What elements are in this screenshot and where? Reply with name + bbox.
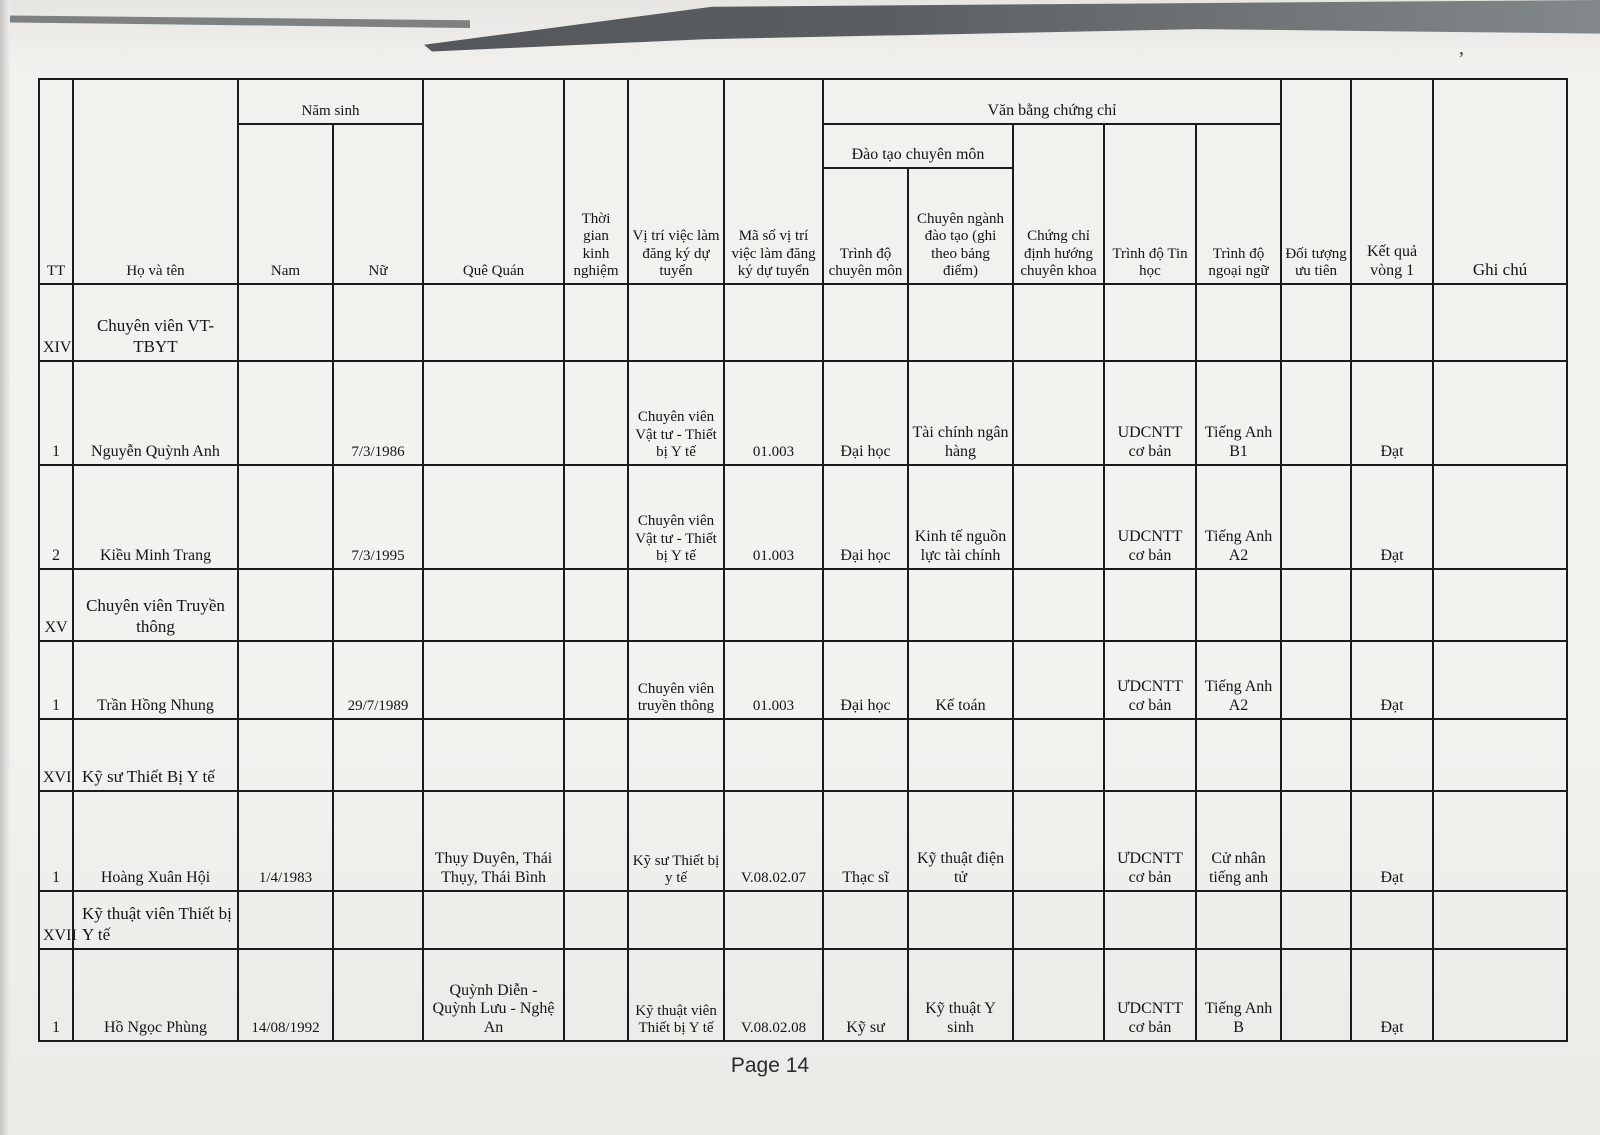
cell-tinhoc: UDCNTT cơ bản <box>1104 465 1196 569</box>
cell-chungchi <box>1013 465 1104 569</box>
header-training-group: Đào tạo chuyên môn <box>823 124 1013 168</box>
cell-nu: 7/3/1986 <box>333 361 423 465</box>
cell-que <box>423 891 564 949</box>
header-vitri: Vị trí việc làm đăng ký dự tuyển <box>628 79 724 284</box>
cell-nu: 29/7/1989 <box>333 641 423 719</box>
cell-trinhdo: Thạc sĩ <box>823 791 908 891</box>
cell-ghichu <box>1433 284 1567 361</box>
cell-trinhdo <box>823 284 908 361</box>
cell-nam <box>238 641 333 719</box>
cell-vitri <box>628 284 724 361</box>
cell-maso: 01.003 <box>724 641 823 719</box>
cell-chungchi <box>1013 641 1104 719</box>
cell-vitri: Chuyên viên Vật tư - Thiết bị Y tế <box>628 465 724 569</box>
cell-nu <box>333 284 423 361</box>
cell-que <box>423 641 564 719</box>
cell-chungchi <box>1013 891 1104 949</box>
cell-tt: 1 <box>39 949 73 1041</box>
cell-tinhoc: ƯDCNTT cơ bản <box>1104 641 1196 719</box>
cell-nganh: Kỹ thuật Y sinh <box>908 949 1013 1041</box>
cell-trinhdo: Đại học <box>823 361 908 465</box>
cell-chungchi <box>1013 569 1104 641</box>
cell-name: Nguyễn Quỳnh Anh <box>73 361 238 465</box>
cell-trinhdo <box>823 719 908 791</box>
header-cert-group: Văn bằng chứng chỉ <box>823 79 1281 124</box>
cell-nu <box>333 719 423 791</box>
cell-uutien <box>1281 569 1351 641</box>
cell-name: Hoàng Xuân Hội <box>73 791 238 891</box>
cell-exp <box>564 891 628 949</box>
cell-ketqua: Đạt <box>1351 465 1433 569</box>
header-name: Họ và tên <box>73 79 238 284</box>
cell-que <box>423 719 564 791</box>
cell-trinhdo: Đại học <box>823 641 908 719</box>
cell-uutien <box>1281 641 1351 719</box>
cell-uutien <box>1281 891 1351 949</box>
cell-nam <box>238 719 333 791</box>
cell-ngoaingu: Tiếng Anh B1 <box>1196 361 1281 465</box>
cell-exp <box>564 361 628 465</box>
cell-exp <box>564 641 628 719</box>
cell-maso: 01.003 <box>724 465 823 569</box>
cell-ketqua: Đạt <box>1351 791 1433 891</box>
cell-exp <box>564 719 628 791</box>
cell-tt: 1 <box>39 791 73 891</box>
cell-vitri <box>628 569 724 641</box>
cell-name: Trần Hồng Nhung <box>73 641 238 719</box>
cell-name: Kỹ thuật viên Thiết bị Y tế <box>73 891 238 949</box>
cell-uutien <box>1281 949 1351 1041</box>
cell-vitri: Kỹ sư Thiết bị y tế <box>628 791 724 891</box>
cell-ngoaingu: Cử nhân tiếng anh <box>1196 791 1281 891</box>
header-nam: Nam <box>238 124 333 284</box>
header-nganh: Chuyên ngành đào tạo (ghi theo bảng điểm) <box>908 168 1013 284</box>
table-row <box>39 949 1567 1041</box>
cell-tt: 2 <box>39 465 73 569</box>
cell-tinhoc <box>1104 719 1196 791</box>
scan-artifact-top-sliver <box>0 14 470 28</box>
cell-trinhdo <box>823 569 908 641</box>
cell-nu <box>333 891 423 949</box>
section-row <box>39 719 1567 791</box>
cell-nganh: Tài chính ngân hàng <box>908 361 1013 465</box>
cell-tinhoc: ƯDCNTT cơ bản <box>1104 791 1196 891</box>
cell-exp <box>564 465 628 569</box>
section-row <box>39 569 1567 641</box>
cell-nam: 14/08/1992 <box>238 949 333 1041</box>
cell-que: Quỳnh Diễn - Quỳnh Lưu - Nghệ An <box>423 949 564 1041</box>
cell-tt: XVI <box>39 719 73 791</box>
cell-nu <box>333 569 423 641</box>
table-row <box>39 641 1567 719</box>
cell-nam <box>238 361 333 465</box>
table-row <box>39 791 1567 891</box>
table-row <box>39 465 1567 569</box>
cell-ketqua: Đạt <box>1351 949 1433 1041</box>
cell-chungchi <box>1013 361 1104 465</box>
cell-trinhdo <box>823 891 908 949</box>
cell-ghichu <box>1433 569 1567 641</box>
cell-vitri: Kỹ thuật viên Thiết bị Y tế <box>628 949 724 1041</box>
cell-exp <box>564 791 628 891</box>
cell-trinhdo: Đại học <box>823 465 908 569</box>
header-ghichu: Ghi chú <box>1433 79 1567 284</box>
cell-tinhoc <box>1104 569 1196 641</box>
cell-ghichu <box>1433 719 1567 791</box>
cell-uutien <box>1281 791 1351 891</box>
cell-maso <box>724 719 823 791</box>
cell-nganh <box>908 284 1013 361</box>
cell-name: Kiều Minh Trang <box>73 465 238 569</box>
cell-tinhoc <box>1104 891 1196 949</box>
header-ngoaingu: Trình độ ngoại ngữ <box>1196 124 1281 284</box>
cell-ngoaingu: Tiếng Anh A2 <box>1196 465 1281 569</box>
cell-que <box>423 569 564 641</box>
cell-ngoaingu <box>1196 719 1281 791</box>
cell-nganh <box>908 719 1013 791</box>
cell-ghichu <box>1433 891 1567 949</box>
cell-maso: V.08.02.08 <box>724 949 823 1041</box>
cell-tt: XIV <box>39 284 73 361</box>
table-header <box>39 79 1567 284</box>
header-birth-group: Năm sinh <box>238 79 423 124</box>
header-nu: Nữ <box>333 124 423 284</box>
cell-ngoaingu <box>1196 891 1281 949</box>
cell-nam <box>238 465 333 569</box>
cell-chungchi <box>1013 719 1104 791</box>
cell-ngoaingu: Tiếng Anh A2 <box>1196 641 1281 719</box>
cell-maso <box>724 569 823 641</box>
cell-nganh <box>908 891 1013 949</box>
cell-vitri: Chuyên viên truyền thông <box>628 641 724 719</box>
header-exp: Thời gian kinh nghiệm <box>564 79 628 284</box>
header-que: Quê Quán <box>423 79 564 284</box>
cell-que <box>423 284 564 361</box>
cell-nu <box>333 949 423 1041</box>
cell-chungchi <box>1013 284 1104 361</box>
cell-que <box>423 361 564 465</box>
scan-artifact-top-band <box>0 0 1600 56</box>
cell-uutien <box>1281 284 1351 361</box>
cell-ketqua <box>1351 569 1433 641</box>
scan-speck: ’ <box>1458 48 1465 70</box>
cell-tt: XVII <box>39 891 73 949</box>
cell-ketqua <box>1351 719 1433 791</box>
header-tinhoc: Trình độ Tin học <box>1104 124 1196 284</box>
cell-tt: 1 <box>39 641 73 719</box>
header-maso: Mã số vị trí việc làm đăng ký dự tuyển <box>724 79 823 284</box>
cell-vitri <box>628 891 724 949</box>
table-body <box>39 284 1567 1041</box>
cell-ketqua <box>1351 284 1433 361</box>
cell-ketqua: Đạt <box>1351 641 1433 719</box>
cell-vitri <box>628 719 724 791</box>
cell-chungchi <box>1013 791 1104 891</box>
cell-name: Kỹ sư Thiết Bị Y tế <box>73 719 238 791</box>
cell-nu: 7/3/1995 <box>333 465 423 569</box>
cell-tt: XV <box>39 569 73 641</box>
cell-ghichu <box>1433 949 1567 1041</box>
cell-nganh: Kinh tế nguồn lực tài chính <box>908 465 1013 569</box>
cell-exp <box>564 569 628 641</box>
header-uutien: Đối tượng ưu tiên <box>1281 79 1351 284</box>
cell-tinhoc <box>1104 284 1196 361</box>
cell-ngoaingu <box>1196 284 1281 361</box>
header-chungchi: Chứng chỉ định hướng chuyên khoa <box>1013 124 1104 284</box>
cell-maso <box>724 891 823 949</box>
cell-nu <box>333 791 423 891</box>
scan-artifact-left-edge <box>0 0 10 1135</box>
cell-nganh: Kế toán <box>908 641 1013 719</box>
cell-nam: 1/4/1983 <box>238 791 333 891</box>
cell-exp <box>564 949 628 1041</box>
cell-ghichu <box>1433 465 1567 569</box>
cell-exp <box>564 284 628 361</box>
section-row <box>39 284 1567 361</box>
cell-uutien <box>1281 719 1351 791</box>
cell-name: Hồ Ngọc Phùng <box>73 949 238 1041</box>
section-row <box>39 891 1567 949</box>
cell-que: Thụy Duyên, Thái Thụy, Thái Bình <box>423 791 564 891</box>
cell-trinhdo: Kỹ sư <box>823 949 908 1041</box>
recruitment-results-table <box>38 78 1568 1042</box>
cell-maso: 01.003 <box>724 361 823 465</box>
cell-nganh: Kỹ thuật điện tử <box>908 791 1013 891</box>
cell-nam <box>238 891 333 949</box>
cell-ketqua <box>1351 891 1433 949</box>
cell-name: Chuyên viên Truyền thông <box>73 569 238 641</box>
cell-que <box>423 465 564 569</box>
cell-ngoaingu <box>1196 569 1281 641</box>
cell-vitri: Chuyên viên Vật tư - Thiết bị Y tế <box>628 361 724 465</box>
cell-chungchi <box>1013 949 1104 1041</box>
cell-ghichu <box>1433 791 1567 891</box>
cell-ghichu <box>1433 641 1567 719</box>
cell-name: Chuyên viên VT-TBYT <box>73 284 238 361</box>
cell-tinhoc: ƯDCNTT cơ bản <box>1104 949 1196 1041</box>
table-row <box>39 361 1567 465</box>
cell-ghichu <box>1433 361 1567 465</box>
cell-uutien <box>1281 361 1351 465</box>
cell-nam <box>238 284 333 361</box>
cell-ketqua: Đạt <box>1351 361 1433 465</box>
cell-maso <box>724 284 823 361</box>
header-tt: TT <box>39 79 73 284</box>
cell-tt: 1 <box>39 361 73 465</box>
cell-nganh <box>908 569 1013 641</box>
page-number: Page 14 <box>730 1054 810 1077</box>
cell-nam <box>238 569 333 641</box>
header-trinhdo: Trình độ chuyên môn <box>823 168 908 284</box>
cell-maso: V.08.02.07 <box>724 791 823 891</box>
header-ketqua: Kết quả vòng 1 <box>1351 79 1433 284</box>
cell-tinhoc: UDCNTT cơ bản <box>1104 361 1196 465</box>
cell-ngoaingu: Tiếng Anh B <box>1196 949 1281 1041</box>
cell-uutien <box>1281 465 1351 569</box>
